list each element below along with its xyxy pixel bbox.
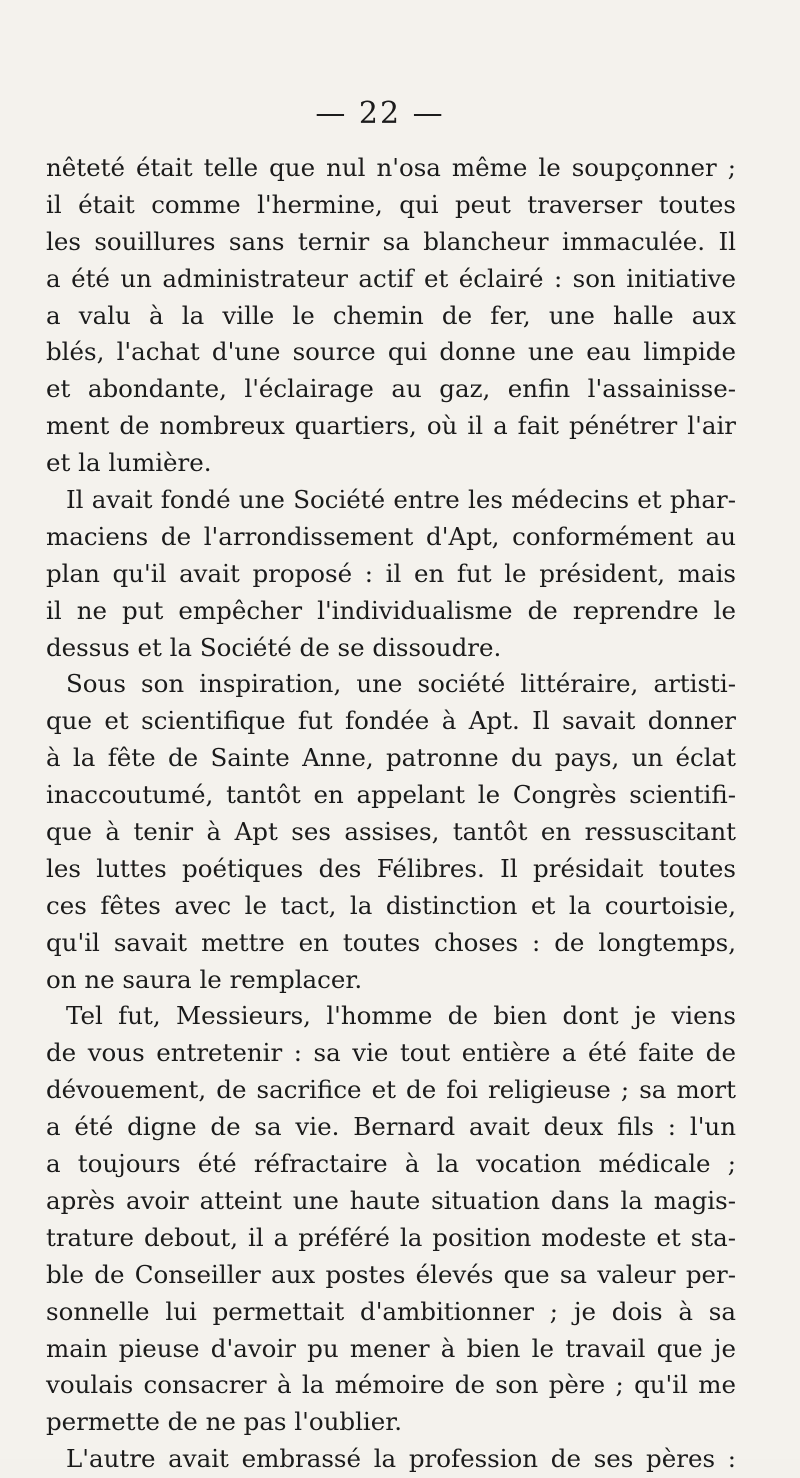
body-text <box>46 150 736 1478</box>
text-line: les luttes poétiques des Félibres. Il présidait toutes <box>46 853 736 883</box>
text-line: ble de Conseiller aux postes élevés que sa valeur per- <box>46 1259 736 1289</box>
text-line: dévouement, de sacrifice et de foi religieuse ; sa mort <box>46 1075 736 1105</box>
text-line: sonnelle lui permettait d'ambitionner ; je dois à sa <box>46 1296 736 1326</box>
text-line: voulais consacrer à la mémoire de son père ; qu'il me <box>46 1370 736 1400</box>
text-line: dessus et la Société de se dissoudre. <box>46 632 502 662</box>
text-line: que à tenir à Apt ses assises, tantôt en ressuscitant <box>46 817 736 847</box>
text-line: maciens de l'arrondissement d'Apt, conformément au <box>46 521 736 551</box>
text-line: trature debout, il a préféré la position modeste et sta- <box>46 1222 736 1252</box>
page-number: — 22 — <box>315 96 445 131</box>
text-line: Il avait fondé une Société entre les médecins et phar- <box>66 485 736 515</box>
text-line: on ne saura le remplacer. <box>46 964 363 994</box>
text-line: blés, l'achat d'une source qui donne une eau limpide <box>46 337 736 367</box>
text-line: permette de ne pas l'oublier. <box>46 1407 403 1437</box>
text-line: après avoir atteint une haute situation dans la magis- <box>46 1185 736 1215</box>
text-line: plan qu'il avait proposé : il en fut le président, mais <box>46 558 736 588</box>
text-line: Sous son inspiration, une société littéraire, artisti- <box>66 669 736 699</box>
text-line: a été un administrateur actif et éclairé : son initiative <box>46 263 736 293</box>
text-line: main pieuse d'avoir pu mener à bien le travail que je <box>46 1333 736 1363</box>
text-line: ces fêtes avec le tact, la distinction et la courtoisie, <box>46 890 736 920</box>
text-line: L'autre avait embrassé la profession de ses pères : <box>66 1444 736 1474</box>
text-line: ment de nombreux quartiers, où il a fait pénétrer l'air <box>46 411 736 441</box>
text-line: de vous entretenir : sa vie tout entière a été faite de <box>46 1038 736 1068</box>
text-line: a valu à la ville le chemin de fer, une halle aux <box>46 300 736 330</box>
text-line: a toujours été réfractaire à la vocation médicale ; <box>46 1149 736 1179</box>
text-line: il ne put empêcher l'individualisme de reprendre le <box>46 595 736 625</box>
text-line: à la fête de Sainte Anne, patronne du pays, un éclat <box>46 743 736 773</box>
text-line: nêteté était telle que nul n'osa même le soupçonner ; <box>46 153 736 182</box>
text-line: que et scientifique fut fondée à Apt. Il savait donner <box>46 706 736 736</box>
text-line: et abondante, l'éclairage au gaz, enfin l'assainisse- <box>46 374 736 404</box>
text-line: il était comme l'hermine, qui peut traverser toutes <box>46 189 736 219</box>
text-line: et la lumière. <box>46 448 212 478</box>
text-line: Tel fut, Messieurs, l'homme de bien dont je viens <box>66 1001 736 1031</box>
text-line: les souillures sans ternir sa blancheur immaculée. Il <box>46 226 736 256</box>
text-line: qu'il savait mettre en toutes choses : de longtemps, <box>46 927 736 957</box>
text-line: a été digne de sa vie. Bernard avait deux fils : l'un <box>46 1112 736 1142</box>
text-line: inaccoutumé, tantôt en appelant le Congrès scientifi- <box>46 780 736 810</box>
